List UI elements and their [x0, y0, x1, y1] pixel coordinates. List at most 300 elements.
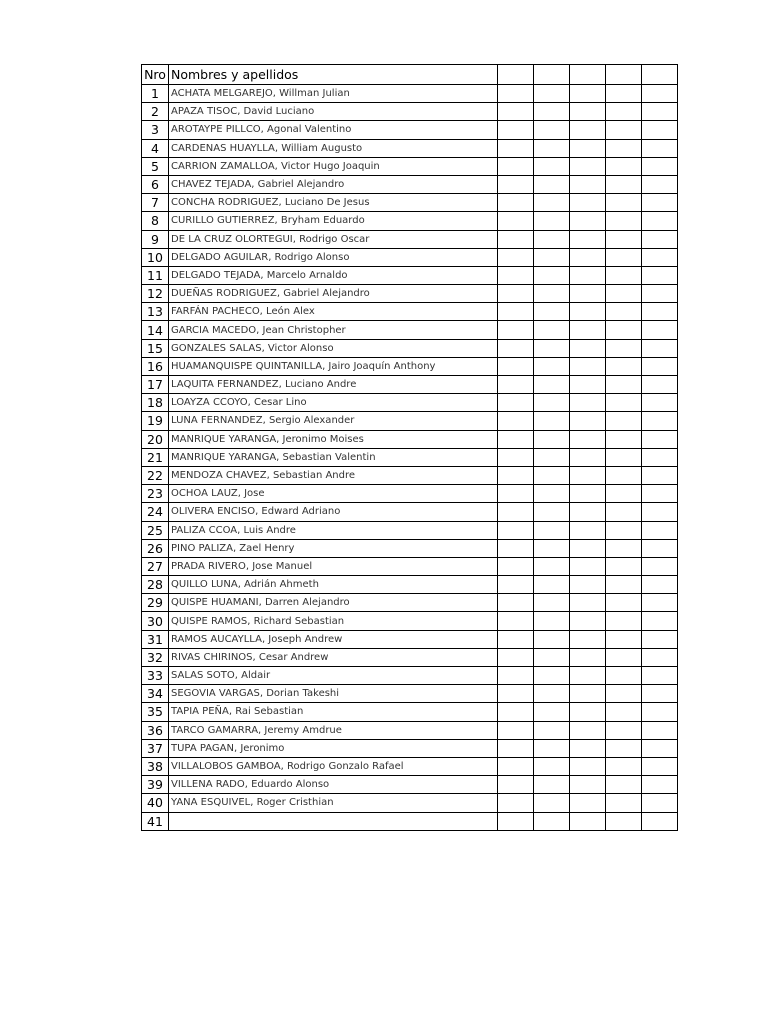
row-number: 39: [142, 776, 169, 794]
row-number: 3: [142, 121, 169, 139]
student-name: MANRIQUE YARANGA, Sebastian Valentin: [169, 448, 498, 466]
blank-cell: [534, 303, 570, 321]
blank-cell: [570, 175, 606, 193]
blank-cell: [642, 430, 678, 448]
blank-cell: [534, 194, 570, 212]
blank-cell: [534, 157, 570, 175]
student-name: RIVAS CHIRINOS, Cesar Andrew: [169, 648, 498, 666]
blank-cell: [534, 448, 570, 466]
table-row: [142, 230, 678, 248]
row-number: 17: [142, 376, 169, 394]
blank-cell: [534, 685, 570, 703]
row-number: 14: [142, 321, 169, 339]
blank-cell: [606, 703, 642, 721]
blank-cell: [642, 212, 678, 230]
blank-cell: [498, 157, 534, 175]
row-number: 35: [142, 703, 169, 721]
blank-cell: [570, 503, 606, 521]
student-name: CARRION ZAMALLOA, Victor Hugo Joaquin: [169, 157, 498, 175]
blank-cell: [534, 612, 570, 630]
table-row: [142, 576, 678, 594]
blank-cell: [570, 667, 606, 685]
blank-cell: [498, 667, 534, 685]
blank-cell: [498, 648, 534, 666]
row-number: 13: [142, 303, 169, 321]
blank-cell: [606, 521, 642, 539]
table-row: [142, 521, 678, 539]
blank-cell: [534, 503, 570, 521]
table-row: [142, 121, 678, 139]
student-name: LAQUITA FERNANDEZ, Luciano Andre: [169, 376, 498, 394]
blank-cell: [534, 285, 570, 303]
blank-cell: [606, 685, 642, 703]
blank-cell: [570, 230, 606, 248]
blank-cell: [570, 448, 606, 466]
row-number: 12: [142, 285, 169, 303]
blank-cell: [534, 430, 570, 448]
blank-cell: [642, 485, 678, 503]
blank-cell: [534, 103, 570, 121]
blank-cell: [534, 376, 570, 394]
blank-cell: [606, 721, 642, 739]
table-row: [142, 557, 678, 575]
row-number: 40: [142, 794, 169, 812]
blank-cell: [642, 539, 678, 557]
blank-cell: [570, 739, 606, 757]
row-number: 4: [142, 139, 169, 157]
blank-cell: [642, 394, 678, 412]
table-row: [142, 485, 678, 503]
blank-cell: [498, 612, 534, 630]
blank-cell: [606, 121, 642, 139]
row-number: 31: [142, 630, 169, 648]
table-row: [142, 812, 678, 830]
student-name: GARCIA MACEDO, Jean Christopher: [169, 321, 498, 339]
attendance-table: [141, 64, 678, 831]
blank-cell: [570, 703, 606, 721]
row-number: 6: [142, 175, 169, 193]
blank-cell: [498, 321, 534, 339]
student-name: DELGADO TEJADA, Marcelo Arnaldo: [169, 266, 498, 284]
student-name: VILLENA RADO, Eduardo Alonso: [169, 776, 498, 794]
blank-cell: [498, 703, 534, 721]
blank-cell: [534, 394, 570, 412]
blank-cell: [642, 757, 678, 775]
blank-cell: [642, 266, 678, 284]
table-row: [142, 630, 678, 648]
row-number: 28: [142, 576, 169, 594]
blank-cell: [606, 266, 642, 284]
blank-cell: [642, 630, 678, 648]
blank-cell: [498, 794, 534, 812]
row-number: 2: [142, 103, 169, 121]
student-name: ACHATA MELGAREJO, Willman Julian: [169, 85, 498, 103]
blank-cell: [498, 576, 534, 594]
header-blank-cell: [642, 65, 678, 85]
blank-cell: [498, 521, 534, 539]
row-number: 11: [142, 266, 169, 284]
blank-cell: [642, 648, 678, 666]
blank-cell: [606, 776, 642, 794]
blank-cell: [606, 248, 642, 266]
blank-cell: [570, 430, 606, 448]
row-number: 33: [142, 667, 169, 685]
blank-cell: [606, 157, 642, 175]
blank-cell: [642, 448, 678, 466]
blank-cell: [534, 721, 570, 739]
blank-cell: [642, 594, 678, 612]
blank-cell: [570, 103, 606, 121]
blank-cell: [570, 794, 606, 812]
blank-cell: [570, 212, 606, 230]
blank-cell: [570, 357, 606, 375]
blank-cell: [534, 739, 570, 757]
blank-cell: [534, 175, 570, 193]
blank-cell: [642, 85, 678, 103]
row-number: 38: [142, 757, 169, 775]
table-row: [142, 339, 678, 357]
table-row: [142, 757, 678, 775]
blank-cell: [534, 630, 570, 648]
blank-cell: [606, 557, 642, 575]
table-row: [142, 667, 678, 685]
blank-cell: [642, 721, 678, 739]
blank-cell: [570, 285, 606, 303]
blank-cell: [570, 85, 606, 103]
blank-cell: [570, 194, 606, 212]
blank-cell: [606, 812, 642, 830]
table-row: [142, 303, 678, 321]
blank-cell: [534, 121, 570, 139]
blank-cell: [534, 412, 570, 430]
table-row: [142, 685, 678, 703]
table-row: [142, 285, 678, 303]
blank-cell: [606, 230, 642, 248]
blank-cell: [534, 230, 570, 248]
blank-cell: [606, 139, 642, 157]
blank-cell: [498, 266, 534, 284]
blank-cell: [570, 412, 606, 430]
blank-cell: [642, 121, 678, 139]
blank-cell: [498, 594, 534, 612]
blank-cell: [498, 685, 534, 703]
blank-cell: [534, 212, 570, 230]
blank-cell: [642, 339, 678, 357]
blank-cell: [570, 685, 606, 703]
blank-cell: [498, 212, 534, 230]
blank-cell: [642, 576, 678, 594]
blank-cell: [534, 139, 570, 157]
table-row: [142, 503, 678, 521]
blank-cell: [534, 594, 570, 612]
blank-cell: [498, 430, 534, 448]
table-row: [142, 703, 678, 721]
blank-cell: [606, 757, 642, 775]
student-name: TUPA PAGAN, Jeronimo: [169, 739, 498, 757]
blank-cell: [606, 85, 642, 103]
blank-cell: [498, 485, 534, 503]
row-number: 29: [142, 594, 169, 612]
student-name: DELGADO AGUILAR, Rodrigo Alonso: [169, 248, 498, 266]
table-row: [142, 594, 678, 612]
blank-cell: [498, 175, 534, 193]
blank-cell: [570, 757, 606, 775]
blank-cell: [498, 303, 534, 321]
blank-cell: [606, 412, 642, 430]
student-name: LUNA FERNANDEZ, Sergio Alexander: [169, 412, 498, 430]
table-row: [142, 539, 678, 557]
blank-cell: [642, 285, 678, 303]
row-number: 20: [142, 430, 169, 448]
blank-cell: [606, 448, 642, 466]
blank-cell: [570, 721, 606, 739]
student-name: MANRIQUE YARANGA, Jeronimo Moises: [169, 430, 498, 448]
blank-cell: [570, 776, 606, 794]
student-name: FARFÁN PACHECO, León Alex: [169, 303, 498, 321]
blank-cell: [642, 521, 678, 539]
student-name: TAPIA PEÑA, Rai Sebastian: [169, 703, 498, 721]
blank-cell: [498, 557, 534, 575]
blank-cell: [498, 85, 534, 103]
blank-cell: [498, 739, 534, 757]
blank-cell: [498, 376, 534, 394]
table-row: [142, 157, 678, 175]
blank-cell: [534, 266, 570, 284]
row-number: 23: [142, 485, 169, 503]
row-number: 10: [142, 248, 169, 266]
blank-cell: [642, 466, 678, 484]
blank-cell: [606, 630, 642, 648]
student-name: [169, 812, 498, 830]
blank-cell: [570, 376, 606, 394]
student-name: QUILLO LUNA, Adrián Ahmeth: [169, 576, 498, 594]
blank-cell: [498, 757, 534, 775]
blank-cell: [606, 739, 642, 757]
blank-cell: [642, 376, 678, 394]
blank-cell: [606, 285, 642, 303]
blank-cell: [498, 466, 534, 484]
table-row: [142, 721, 678, 739]
blank-cell: [534, 485, 570, 503]
blank-cell: [570, 139, 606, 157]
student-name: CONCHA RODRIGUEZ, Luciano De Jesus: [169, 194, 498, 212]
student-name: CHAVEZ TEJADA, Gabriel Alejandro: [169, 175, 498, 193]
blank-cell: [642, 794, 678, 812]
blank-cell: [534, 776, 570, 794]
blank-cell: [642, 157, 678, 175]
blank-cell: [570, 612, 606, 630]
blank-cell: [498, 139, 534, 157]
blank-cell: [606, 430, 642, 448]
blank-cell: [498, 630, 534, 648]
blank-cell: [498, 285, 534, 303]
row-number: 25: [142, 521, 169, 539]
blank-cell: [642, 194, 678, 212]
blank-cell: [498, 776, 534, 794]
blank-cell: [642, 357, 678, 375]
blank-cell: [570, 394, 606, 412]
blank-cell: [534, 648, 570, 666]
blank-cell: [606, 376, 642, 394]
row-number: 1: [142, 85, 169, 103]
blank-cell: [570, 630, 606, 648]
blank-cell: [570, 812, 606, 830]
blank-cell: [642, 175, 678, 193]
header-name: Nombres y apellidos: [169, 65, 498, 85]
blank-cell: [606, 339, 642, 357]
blank-cell: [498, 394, 534, 412]
table-row: [142, 739, 678, 757]
student-name: HUAMANQUISPE QUINTANILLA, Jairo Joaquín Anthony: [169, 357, 498, 375]
table-row: [142, 612, 678, 630]
blank-cell: [498, 230, 534, 248]
blank-cell: [534, 248, 570, 266]
row-number: 24: [142, 503, 169, 521]
table-row: [142, 85, 678, 103]
row-number: 32: [142, 648, 169, 666]
table-row: [142, 794, 678, 812]
table-row: [142, 430, 678, 448]
blank-cell: [570, 121, 606, 139]
header-nro: Nro: [142, 65, 169, 85]
row-number: 27: [142, 557, 169, 575]
blank-cell: [534, 85, 570, 103]
blank-cell: [642, 703, 678, 721]
table-row: [142, 139, 678, 157]
row-number: 18: [142, 394, 169, 412]
blank-cell: [498, 339, 534, 357]
blank-cell: [606, 194, 642, 212]
blank-cell: [606, 394, 642, 412]
row-number: 41: [142, 812, 169, 830]
student-name: QUISPE RAMOS, Richard Sebastian: [169, 612, 498, 630]
blank-cell: [570, 339, 606, 357]
student-name: QUISPE HUAMANI, Darren Alejandro: [169, 594, 498, 612]
row-number: 16: [142, 357, 169, 375]
blank-cell: [498, 103, 534, 121]
blank-cell: [642, 776, 678, 794]
student-name: TARCO GAMARRA, Jeremy Amdrue: [169, 721, 498, 739]
student-name: LOAYZA CCOYO, Cesar Lino: [169, 394, 498, 412]
row-number: 36: [142, 721, 169, 739]
blank-cell: [570, 248, 606, 266]
blank-cell: [606, 103, 642, 121]
table-row: [142, 248, 678, 266]
row-number: 34: [142, 685, 169, 703]
blank-cell: [534, 667, 570, 685]
blank-cell: [498, 721, 534, 739]
blank-cell: [606, 576, 642, 594]
blank-cell: [570, 485, 606, 503]
blank-cell: [606, 212, 642, 230]
blank-cell: [534, 557, 570, 575]
blank-cell: [534, 576, 570, 594]
table-row: [142, 376, 678, 394]
blank-cell: [534, 521, 570, 539]
blank-cell: [534, 703, 570, 721]
blank-cell: [606, 794, 642, 812]
blank-cell: [570, 576, 606, 594]
blank-cell: [534, 339, 570, 357]
row-number: 21: [142, 448, 169, 466]
blank-cell: [534, 757, 570, 775]
blank-cell: [642, 103, 678, 121]
student-name: GONZALES SALAS, Victor Alonso: [169, 339, 498, 357]
blank-cell: [642, 557, 678, 575]
blank-cell: [498, 194, 534, 212]
row-number: 30: [142, 612, 169, 630]
blank-cell: [606, 612, 642, 630]
student-name: APAZA TISOC, David Luciano: [169, 103, 498, 121]
table-row: [142, 776, 678, 794]
table-row: [142, 412, 678, 430]
blank-cell: [570, 521, 606, 539]
blank-cell: [642, 412, 678, 430]
blank-cell: [642, 248, 678, 266]
row-number: 37: [142, 739, 169, 757]
blank-cell: [570, 557, 606, 575]
row-number: 5: [142, 157, 169, 175]
blank-cell: [606, 503, 642, 521]
header-blank-cell: [606, 65, 642, 85]
blank-cell: [642, 612, 678, 630]
table-row: [142, 194, 678, 212]
student-name: SEGOVIA VARGAS, Dorian Takeshi: [169, 685, 498, 703]
blank-cell: [570, 648, 606, 666]
blank-cell: [606, 321, 642, 339]
table-row: [142, 357, 678, 375]
blank-cell: [606, 175, 642, 193]
blank-cell: [498, 503, 534, 521]
blank-cell: [570, 266, 606, 284]
table-row: [142, 448, 678, 466]
blank-cell: [606, 594, 642, 612]
blank-cell: [606, 303, 642, 321]
student-name: OLIVERA ENCISO, Edward Adriano: [169, 503, 498, 521]
blank-cell: [498, 812, 534, 830]
blank-cell: [534, 466, 570, 484]
blank-cell: [498, 539, 534, 557]
student-name: CURILLO GUTIERREZ, Bryham Eduardo: [169, 212, 498, 230]
blank-cell: [534, 321, 570, 339]
blank-cell: [642, 139, 678, 157]
blank-cell: [570, 539, 606, 557]
blank-cell: [606, 357, 642, 375]
blank-cell: [642, 321, 678, 339]
blank-cell: [570, 303, 606, 321]
row-number: 26: [142, 539, 169, 557]
blank-cell: [606, 466, 642, 484]
student-name: PRADA RIVERO, Jose Manuel: [169, 557, 498, 575]
student-name: CARDENAS HUAYLLA, William Augusto: [169, 139, 498, 157]
blank-cell: [534, 539, 570, 557]
row-number: 19: [142, 412, 169, 430]
student-name: AROTAYPE PILLCO, Agonal Valentino: [169, 121, 498, 139]
student-name: YANA ESQUIVEL, Roger Cristhian: [169, 794, 498, 812]
blank-cell: [498, 357, 534, 375]
blank-cell: [642, 739, 678, 757]
row-number: 7: [142, 194, 169, 212]
student-name: OCHOA LAUZ, Jose: [169, 485, 498, 503]
blank-cell: [642, 230, 678, 248]
header-blank-cell: [570, 65, 606, 85]
blank-cell: [498, 448, 534, 466]
blank-cell: [498, 412, 534, 430]
table-header-row: [142, 65, 678, 85]
student-name: DUEÑAS RODRIGUEZ, Gabriel Alejandro: [169, 285, 498, 303]
table-row: [142, 321, 678, 339]
blank-cell: [534, 812, 570, 830]
